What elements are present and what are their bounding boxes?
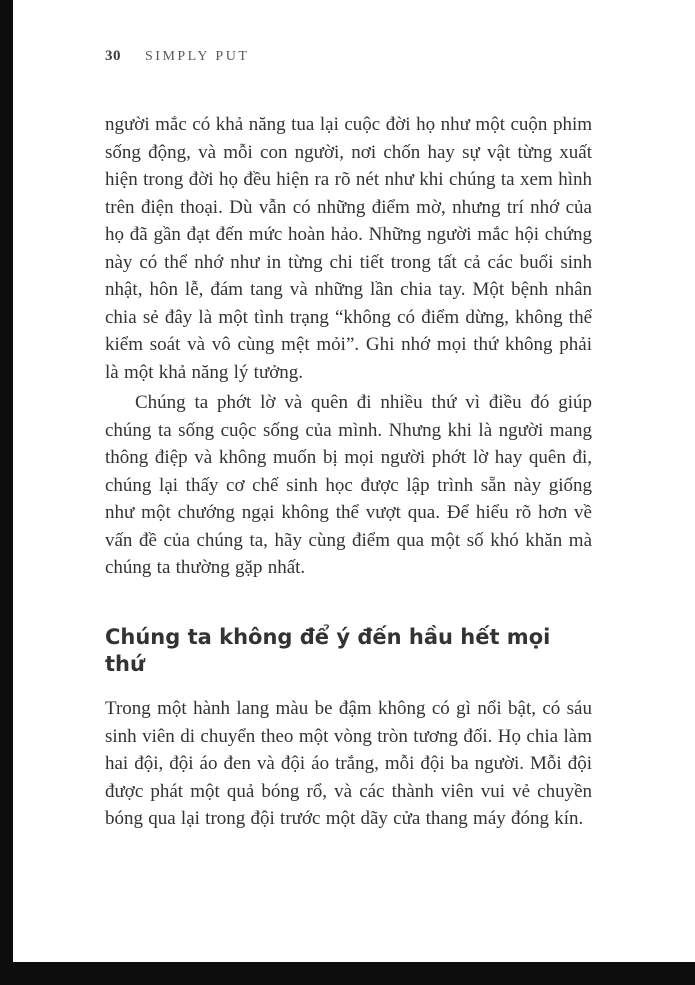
body-paragraph-2: Chúng ta phớt lờ và quên đi nhiều thứ vì điều đó giúp chúng ta sống cuộc sống của mình. Nhưng khi là người mang thông điệp và không muốn bị mọi người phớt lờ hay quên đi, chúng lại thấy cơ chế sinh học được lập trình sẵn này giống như một chướng ngại không thể vượt qua. Để hiểu rõ hơn về vấn đề của chúng ta, hãy cùng điểm qua một số khó khăn mà chúng ta thường gặp nhất.: [105, 392, 592, 578]
book-edge-left: [0, 0, 13, 985]
page-header: [105, 48, 592, 65]
book-edge-bottom: [0, 962, 695, 985]
running-title: SIMPLY PUT: [145, 49, 250, 64]
section-heading: Chúng ta không để ý đến hầu hết mọi thứ: [105, 624, 551, 676]
page-content: [105, 48, 592, 833]
body-paragraph-1: người mắc có khả năng tua lại cuộc đời họ như một cuộn phim sống động, và mỗi con người, nơi chốn hay sự vật từng xuất hiện trong đời họ đều hiện ra rõ nét như khi chúng ta xem hình trên điện thoại. Dù vẫn có những điểm mờ, nhưng trí nhớ của họ đã gần đạt đến mức hoàn hảo. Những người mắc hội chứng này có thể nhớ như in từng chi tiết trong tất cả các buổi sinh nhật, hôn lễ, đám tang và những lần chia tay. Một bệnh nhân chia sẻ đây là một tình trạng “không có điểm dừng, không thể kiểm soát và vô cùng mệt mỏi”. Ghi nhớ mọi thứ không phải là một khả năng lý tưởng.: [105, 114, 592, 383]
body-text: [105, 111, 592, 833]
page-number: 30: [105, 48, 121, 64]
body-paragraph-3: Trong một hành lang màu be đậm không có gì nổi bật, có sáu sinh viên di chuyển theo một vòng tròn tương đối. Họ chia làm hai đội, đội áo đen và đội áo trắng, mỗi đội ba người. Mỗi đội được phát một quả bóng rổ, và các thành viên vui vẻ chuyền bóng qua lại trong đội trước một dãy cửa thang máy đóng kín.: [105, 698, 592, 830]
